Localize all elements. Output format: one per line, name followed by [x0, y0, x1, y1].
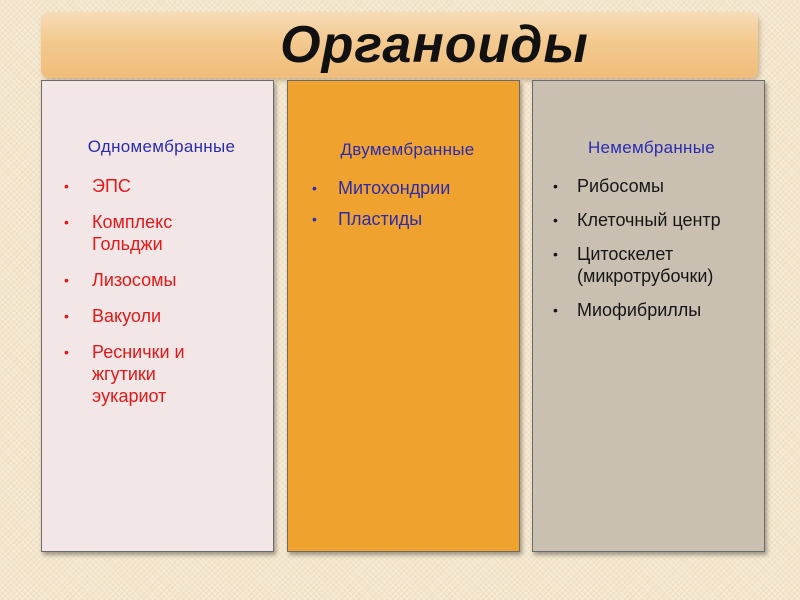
list-item-label: Клеточный центр: [577, 210, 721, 230]
column-heading-non-membrane: Немембранные: [587, 138, 716, 157]
bullet-icon: •: [64, 214, 69, 230]
list-item: [533, 299, 764, 321]
column-heading-single-membrane: Одномембранные: [87, 137, 236, 156]
list-item: [288, 208, 519, 230]
list-item: [533, 243, 764, 287]
title-banner: [41, 12, 758, 78]
list-item-label: Митохондрии: [338, 178, 451, 198]
list-item: [42, 175, 273, 197]
list-non-membrane: [533, 175, 764, 333]
column-heading-double-membrane: Двумембранные: [340, 140, 475, 159]
list-item: [288, 177, 519, 199]
bullet-icon: •: [64, 308, 69, 324]
list-item-label: Вакуоли: [92, 306, 162, 326]
list-item: [42, 305, 273, 327]
list-item-label: Миофибриллы: [577, 300, 702, 320]
bullet-icon: •: [553, 302, 558, 318]
list-item-label: Комплекс Гольджи: [92, 212, 173, 254]
list-double-membrane: [288, 177, 519, 239]
list-item-label: Пластиды: [338, 209, 423, 229]
page-title: Органоиды: [280, 16, 589, 74]
list-item-label: Реснички и жгутики эукариот: [92, 342, 185, 406]
list-item: [42, 211, 273, 255]
list-item: [533, 175, 764, 197]
bullet-icon: •: [312, 180, 317, 196]
list-item: [533, 209, 764, 231]
list-item-label: Лизосомы: [92, 270, 177, 290]
list-item: [42, 341, 273, 407]
bullet-icon: •: [312, 211, 317, 227]
column-single-membrane: [41, 80, 274, 552]
bullet-icon: •: [553, 178, 558, 194]
bullet-icon: •: [64, 344, 69, 360]
list-single-membrane: [42, 175, 273, 421]
column-non-membrane: [532, 80, 765, 552]
bullet-icon: •: [553, 212, 558, 228]
column-double-membrane: [287, 80, 520, 552]
list-item-label: Цитоскелет (микротрубочки): [577, 244, 714, 286]
bullet-icon: •: [64, 178, 69, 194]
list-item: [42, 269, 273, 291]
bullet-icon: •: [553, 246, 558, 262]
bullet-icon: •: [64, 272, 69, 288]
list-item-label: ЭПС: [92, 176, 131, 196]
list-item-label: Рибосомы: [577, 176, 664, 196]
